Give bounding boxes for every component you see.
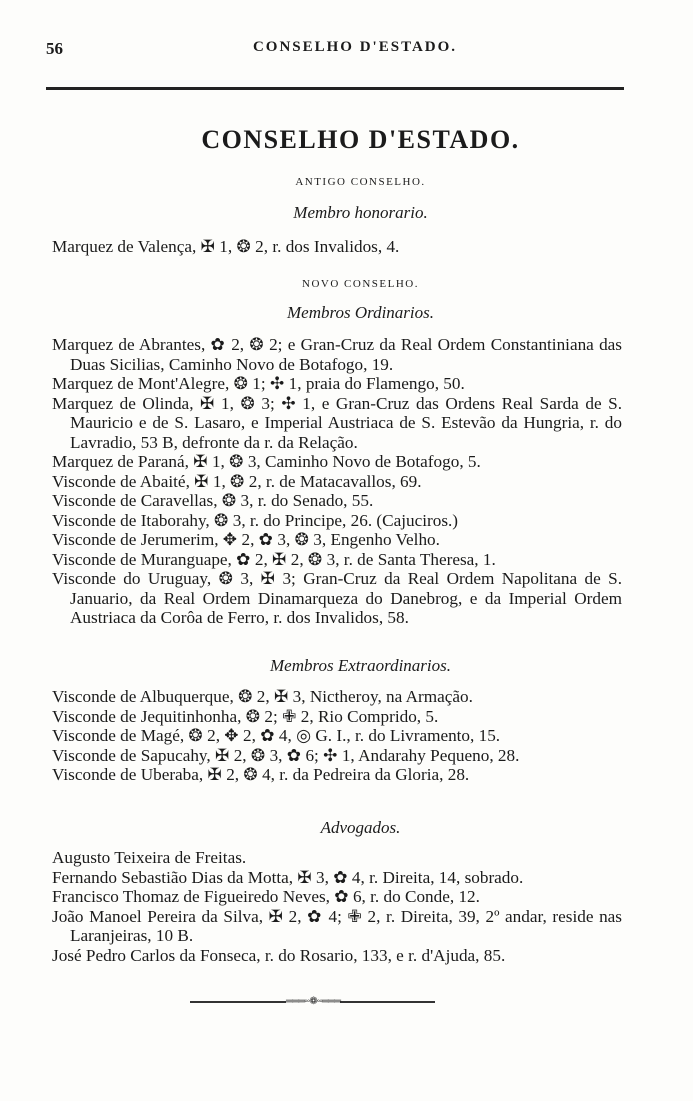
list-item: Visconde de Caravellas, ❂ 3, r. do Senado, 55. xyxy=(52,491,374,510)
page-title: CONSELHO D'ESTADO. xyxy=(201,125,520,154)
list-item: Visconde de Jerumerim, ✥ 2, ✿ 3, ❂ 3, Engenho Velho. xyxy=(52,530,440,549)
advogados-list xyxy=(52,848,622,965)
section-novo-conselho: NOVO CONSELHO. xyxy=(302,278,419,290)
list-item: Marquez de Paraná, ✠ 1, ❂ 3, Caminho Novo de Botafogo, 5. xyxy=(52,452,481,471)
list-item: Marquez de Mont'Alegre, ❂ 1; ✣ 1, praia do Flamengo, 50. xyxy=(52,374,465,393)
list-item: João Manoel Pereira da Silva, ✠ 2, ✿ 4; ✙ 2, r. Direita, 39, 2º andar, reside nas Laranjeiras, 10 B. xyxy=(52,906,622,945)
running-head xyxy=(46,39,624,61)
list-item: Visconde de Itaborahy, ❂ 3, r. do Principe, 26. (Cajuciros.) xyxy=(52,510,459,530)
list-item: Visconde do Uruguay, ❂ 3, ✠ 3; Gran-Cruz da Real Ordem Napolitana de S. Januario, da Real Ordem Dinamarqueza do Danebrog, e da Imperial Ordem Austriaca da Corôa de Ferro, r. dos Invalidos, 58. xyxy=(52,569,622,627)
list-item: Visconde de Muranguape, ✿ 2, ✠ 2, ❂ 3, r. de Santa Theresa, 1. xyxy=(52,549,496,569)
subsection-membro-honorario: Membro honorario. xyxy=(293,203,428,222)
end-ornament xyxy=(190,996,435,1008)
list-item: Visconde de Uberaba, ✠ 2, ❂ 4, r. da Pedreira da Gloria, 28. xyxy=(52,765,470,784)
list-item: Augusto Teixeira de Freitas. xyxy=(52,848,247,867)
page-number: 56 xyxy=(46,39,63,58)
section-antigo-conselho: ANTIGO CONSELHO. xyxy=(295,176,426,188)
header-rule xyxy=(46,87,624,90)
honorary-members-list xyxy=(52,237,622,257)
list-item: José Pedro Carlos da Fonseca, r. do Rosario, 133, e r. d'Ajuda, 85. xyxy=(52,945,506,965)
ornament-flourish-icon: ═══◦◦❁◦◦═══ xyxy=(286,996,341,1007)
list-item: Visconde de Albuquerque, ❂ 2, ✠ 3, Nictheroy, na Armação. xyxy=(52,687,473,706)
list-item: Visconde de Jequitinhonha, ❂ 2; ✙ 2, Rio Comprido, 5. xyxy=(52,706,439,726)
list-item: Visconde de Sapucahy, ✠ 2, ❂ 3, ✿ 6; ✣ 1, Andarahy Pequeno, 28. xyxy=(52,745,520,765)
list-item: Marquez de Abrantes, ✿ 2, ❂ 2; e Gran-Cruz da Real Ordem Constantiniana das Duas Sicilias, Caminho Novo de Botafogo, 19. xyxy=(52,335,622,374)
subsection-membros-ordinarios: Membros Ordinarios. xyxy=(286,303,435,322)
list-item: Visconde de Magé, ❂ 2, ✥ 2, ✿ 4, ◎ G. I., r. do Livramento, 15. xyxy=(52,726,501,745)
list-item: Visconde de Abaité, ✠ 1, ❂ 2, r. de Matacavallos, 69. xyxy=(52,471,422,491)
list-item: Marquez de Olinda, ✠ 1, ❂ 3; ✣ 1, e Gran-Cruz das Ordens Real Sarda de S. Mauricio e de S. Lasaro, e Imperial Austriaca de S. Estevão da Hungria, r. do Lavradio, 53 B, defronte da r. da Relação. xyxy=(52,393,622,452)
list-item: Marquez de Valença, ✠ 1, ❂ 2, r. dos Invalidos, 4. xyxy=(52,237,400,256)
list-item: Fernando Sebastião Dias da Motta, ✠ 3, ✿ 4, r. Direita, 14, sobrado. xyxy=(52,867,524,887)
subsection-membros-extraordinarios: Membros Extraordinarios. xyxy=(269,656,451,675)
running-title: CONSELHO D'ESTADO. xyxy=(252,39,458,55)
extraordinary-members-list xyxy=(52,687,622,785)
subsection-advogados: Advogados. xyxy=(320,818,401,837)
ordinary-members-list xyxy=(52,335,622,628)
list-item: Francisco Thomaz de Figueiredo Neves, ✿ 6, r. do Conde, 12. xyxy=(52,887,480,906)
